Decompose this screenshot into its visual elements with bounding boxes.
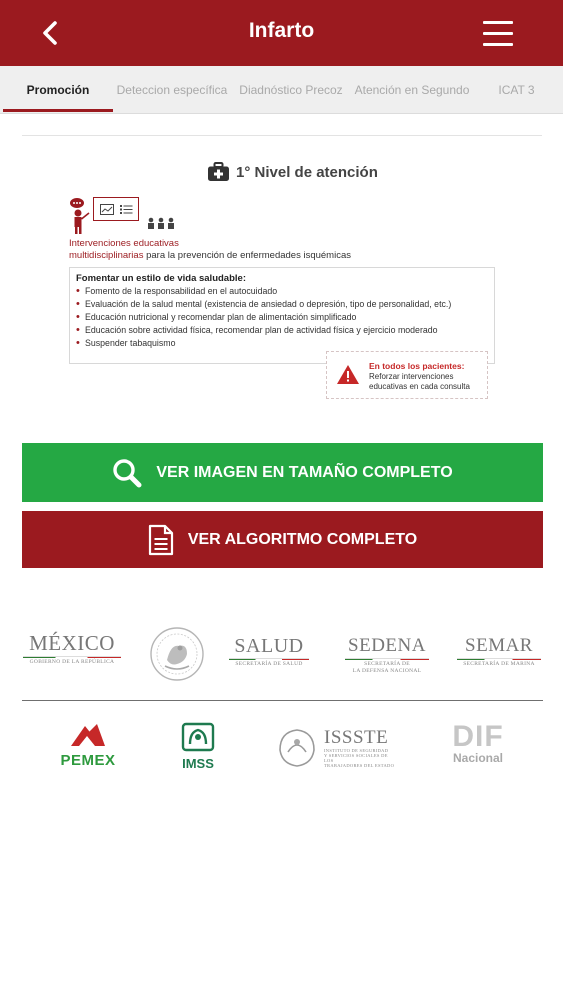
- view-full-algorithm-button[interactable]: [22, 511, 543, 568]
- tab-diagnostico-precoz[interactable]: Diadnóstico Precoz: [239, 82, 343, 97]
- view-full-image-button[interactable]: [22, 443, 543, 502]
- presenter-icon: [68, 197, 90, 235]
- list-item: • Suspender tabaquismo: [76, 337, 488, 350]
- page-title: Infarto: [248, 19, 315, 42]
- view-full-algorithm-label: VER ALGORITMO COMPLETO: [187, 530, 418, 548]
- warning-icon: [336, 364, 360, 385]
- level-heading: [207, 161, 378, 183]
- tab-promocion[interactable]: Promoción: [26, 82, 90, 97]
- salud-logo: SALUD SECRETARÍA DE SALUD: [228, 636, 310, 668]
- list-item: • Educación nutricional y recomendar plan de alimentación simplificado: [76, 311, 488, 324]
- imss-logo: IMSS: [172, 722, 224, 771]
- audience-icon: [146, 217, 176, 229]
- app-bar: [0, 0, 563, 66]
- presentation-board-icon: [93, 197, 139, 221]
- warning-text: Reforzar intervenciones educativas en cada consulta: [369, 372, 470, 391]
- coat-of-arms-seal: [148, 626, 206, 687]
- recommendations-box: [69, 267, 495, 364]
- back-button[interactable]: [30, 14, 70, 52]
- pemex-logo: PEMEX: [48, 722, 128, 769]
- warning-callout: [326, 351, 488, 399]
- sedena-logo: SEDENA SECRETARÍA DE LA DEFENSA NACIONAL: [342, 636, 432, 675]
- figure-title: Intervenciones educativas multidisciplinarias para la prevención de enfermedades isquémicas: [69, 238, 351, 261]
- menu-button[interactable]: [476, 14, 520, 52]
- semar-logo: SEMAR SECRETARÍA DE MARINA: [454, 636, 544, 668]
- active-tab-indicator: [3, 109, 113, 112]
- medical-kit-icon: [207, 162, 230, 182]
- algorithm-figure[interactable]: [66, 193, 498, 403]
- list-item: • Fomento de la responsabilidad en el autocuidado: [76, 285, 488, 298]
- recommendations-heading: Fomentar un estilo de vida saludable:: [76, 273, 246, 284]
- warning-title: En todos los pacientes:: [369, 361, 465, 371]
- hamburger-menu-icon: [483, 21, 513, 24]
- tab-icat3[interactable]: ICAT 3: [498, 82, 535, 97]
- institution-logos: PEMEX IMSS ISSSTE INSTITUTO DE SEGURIDAD Y SERVICIOS SOCIALES DE LOS TRABAJADORES DEL ESTADO DIF Nacional: [22, 720, 543, 780]
- government-logos: [22, 620, 543, 690]
- list-item: • Evaluación de la salud mental (existencia de ansiedad o depresión, tipo de personalidad, etc.): [76, 298, 488, 311]
- logos-divider: [22, 700, 543, 701]
- divider: [22, 135, 542, 136]
- tab-atencion-segundo[interactable]: Atención en Segundo: [354, 82, 470, 97]
- tab-bar: [0, 66, 563, 114]
- chevron-left-icon: [40, 20, 60, 46]
- list-item: • Educación sobre actividad física, recomendar plan de actividad física y ejercicio moderado: [76, 324, 488, 337]
- level-heading-text: 1° Nivel de atención: [236, 163, 378, 181]
- tab-deteccion-especifica[interactable]: Deteccion específica: [116, 82, 228, 97]
- dif-logo: DIF Nacional: [452, 720, 504, 765]
- mexico-logo: MÉXICO GOBIERNO DE LA REPÚBLICA: [20, 632, 124, 666]
- document-icon: [148, 524, 174, 556]
- magnifier-icon: [112, 458, 142, 488]
- view-full-image-label: VER IMAGEN EN TAMAÑO COMPLETO: [156, 463, 453, 481]
